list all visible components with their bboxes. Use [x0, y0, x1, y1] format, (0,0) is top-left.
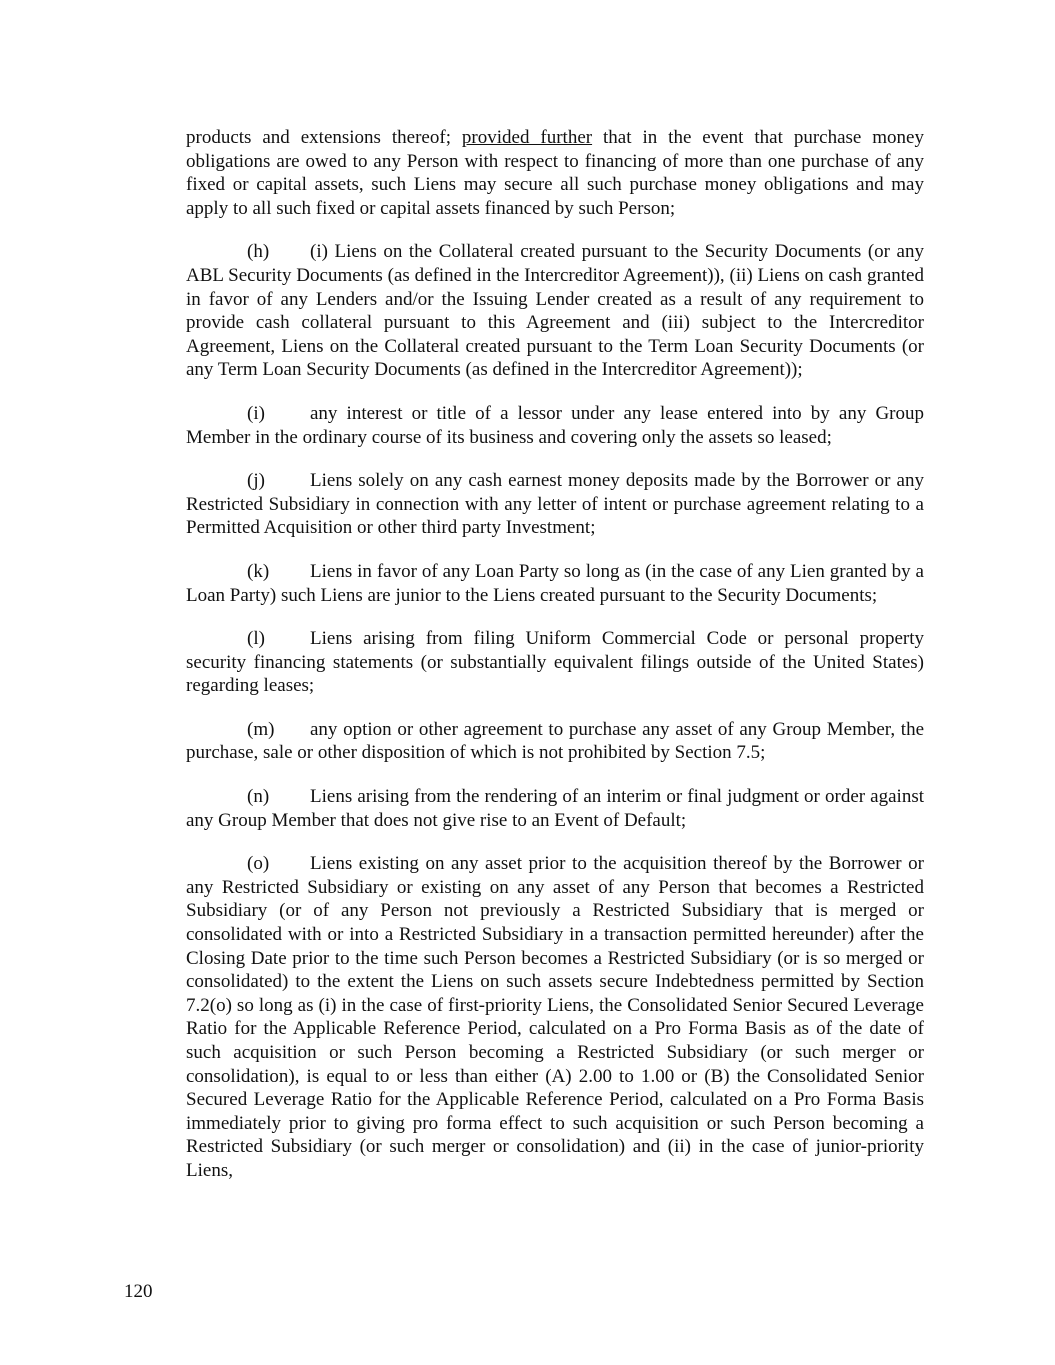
clause-text: Liens arising from filing Uniform Commercial Code or personal property security financing statements (or substantially equivalent filings outside of the United States) regarding leases; [186, 628, 924, 697]
clause-label: (k) [247, 560, 270, 582]
page-number: 120 [124, 1281, 153, 1302]
provided-further-underlined: provided further [461, 127, 593, 148]
clause-text: Liens existing on any asset prior to the acquisition thereof by the Borrower or any Restricted Subsidiary or existing on any asset of any Person that becomes a Restricted Subsidiary (or of any Person not previously a Restricted Subsidiary that is merged or consolidated with or into a Restricted Subsidiary in a transaction permitted hereunder) after the Closing Date prior to the time such Person becomes a Restricted Subsidiary (or is so merged or consolidated) to the extent the Liens on such assets secure Indebtedness permitted by Section 7.2(o) so long as (i) in the case of first-priority Liens, the Consolidated Senior Secured Leverage Ratio for the Applicable Reference Period, calculated on a Pro Forma Basis as of the date of such acquisition or such Person becoming a Restricted Subsidiary (or such merger or consolidation), is equal to or less than either (A) 2.00 to 1.00 or (B) the Consolidated Senior Secured Leverage Ratio for the Applicable Reference Period, calculated on a Pro Forma Basis immediately prior to giving pro forma effect to such acquisition or such Person becoming a Restricted Subsidiary (or such merger or consolidation) and (ii) in the case of junior-priority Liens, [186, 853, 924, 1181]
clause-k [186, 560, 924, 607]
clause-i [186, 402, 924, 449]
clause-o [186, 852, 924, 1182]
intro-text-end: that in the event that purchase money obligations are owed to any Person with respect to financing of more than one purchase of any fixed or capital assets, such Liens may secure all such purchase money obligations and may apply to all such fixed or capital assets financed by such Person; [186, 127, 924, 219]
clause-label: (o) [247, 853, 270, 875]
clause-label: (m) [247, 718, 275, 740]
clause-j [186, 469, 924, 540]
clause-label: (l) [247, 628, 265, 650]
clause-text: (i) Liens on the Collateral created pursuant to the Security Documents (or any ABL Security Documents (as defined in the Intercreditor Agreement)), (ii) Liens on cash granted in favor of any Lenders and/or the Issuing Lender created as a result of any requirement to provide cash collateral pursuant to this Agreement and (iii) subject to the Intercreditor Agreement, Liens on the Collateral created pursuant to the Term Loan Security Documents (or any Term Loan Security Documents (as defined in the Intercreditor Agreement)); [186, 241, 924, 381]
clause-h [186, 240, 924, 382]
clause-text: Liens arising from the rendering of an interim or final judgment or order against any Group Member that does not give rise to an Event of Default; [186, 786, 924, 831]
clause-label: (h) [247, 241, 270, 263]
clause-label: (i) [247, 402, 265, 424]
intro-paragraph [186, 126, 924, 220]
clause-text: Liens solely on any cash earnest money deposits made by the Borrower or any Restricted Subsidiary in connection with any letter of intent or purchase agreement relating to a Permitted Acquisition or other third party Investment; [186, 470, 924, 539]
clause-text: any option or other agreement to purchase any asset of any Group Member, the purchase, sale or other disposition of which is not prohibited by Section 7.5; [186, 718, 924, 764]
clause-m [186, 718, 924, 765]
clause-text: Liens in favor of any Loan Party so long as (in the case of any Lien granted by a Loan Party) such Liens are junior to the Liens created pursuant to the Security Documents; [186, 560, 924, 606]
clause-n [186, 785, 924, 832]
clause-text: any interest or title of a lessor under any lease entered into by any Group Member in the ordinary course of its business and covering only the assets so leased; [186, 402, 924, 448]
document-body [186, 126, 924, 1203]
clause-l [186, 627, 924, 698]
intro-text-start: products and extensions thereof; [186, 127, 462, 148]
clause-label: (j) [247, 470, 265, 492]
clause-label: (n) [247, 786, 270, 808]
